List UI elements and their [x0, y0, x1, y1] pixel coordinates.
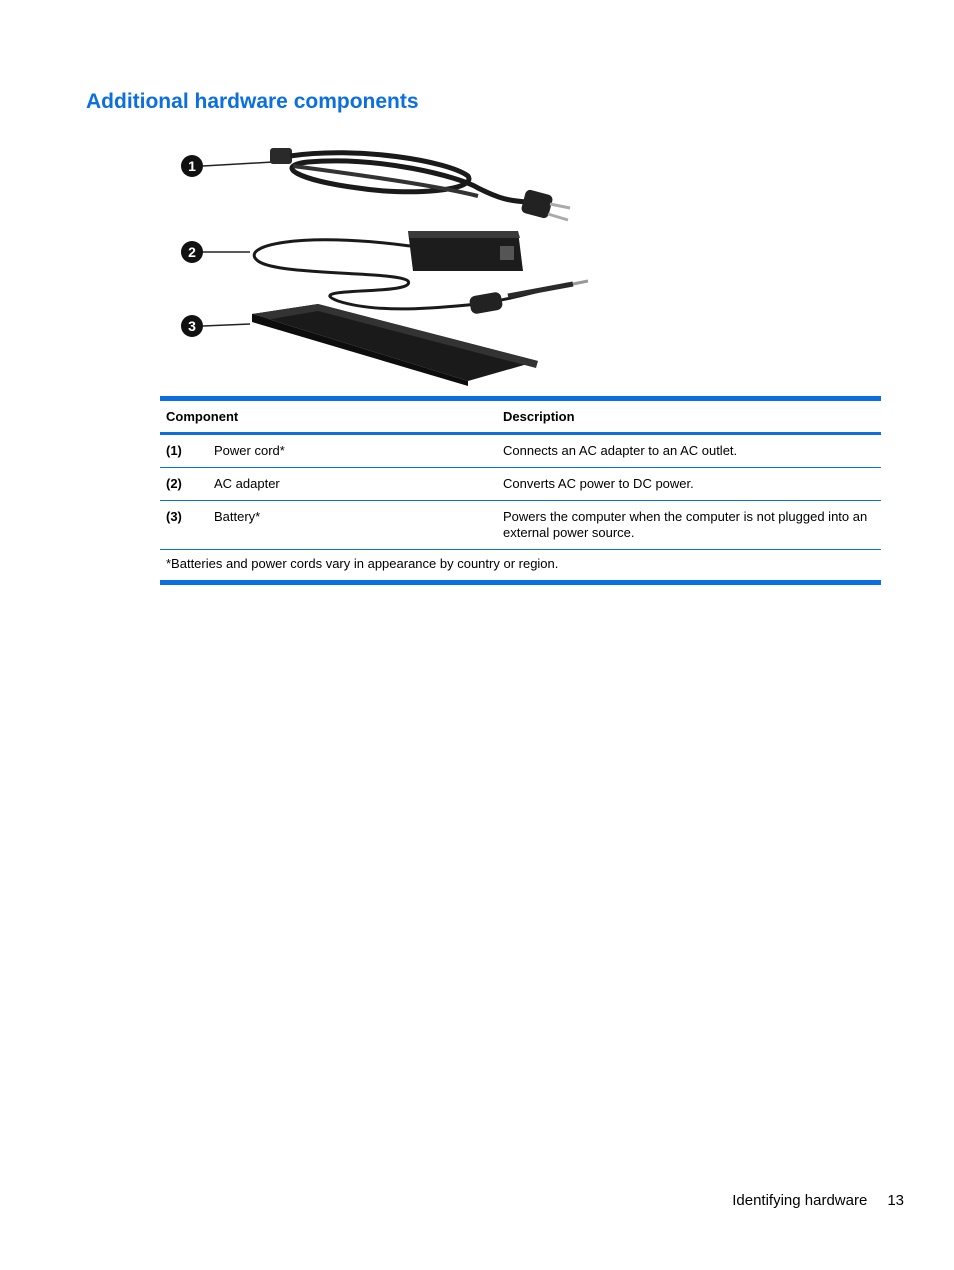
row-component-name: Battery*	[214, 509, 261, 524]
components-table	[160, 396, 881, 585]
callout-2-label: 2	[188, 244, 196, 260]
footer-section-title: Identifying hardware	[732, 1192, 868, 1209]
page-footer	[732, 1192, 904, 1209]
row-number: (3)	[166, 509, 182, 524]
callout-2	[181, 241, 250, 263]
table-row	[160, 501, 881, 550]
row-description: Converts AC power to DC power.	[503, 476, 694, 491]
row-number: (2)	[166, 476, 182, 491]
callout-1-label: 1	[188, 158, 196, 174]
ac-adapter-image	[254, 231, 588, 315]
table-header-row	[160, 401, 881, 435]
callout-1	[181, 155, 273, 177]
table-note-row	[160, 550, 881, 580]
row-description: Powers the computer when the computer is not plugged into an external power source.	[503, 509, 868, 540]
hardware-illustration	[178, 136, 618, 386]
callout-3-label: 3	[188, 318, 196, 334]
table-footnote: *Batteries and power cords vary in appearance by country or region.	[166, 556, 559, 571]
header-description: Description	[503, 409, 575, 424]
callout-3	[181, 315, 250, 337]
row-component-name: Power cord*	[214, 443, 285, 458]
table-row	[160, 468, 881, 501]
battery-image	[252, 304, 538, 386]
row-description: Connects an AC adapter to an AC outlet.	[503, 443, 738, 458]
page-title: Additional hardware components	[86, 90, 419, 113]
power-cord-image	[270, 148, 570, 220]
table-row	[160, 435, 881, 468]
page-number: 13	[887, 1192, 904, 1209]
row-component-name: AC adapter	[214, 476, 280, 491]
row-number: (1)	[166, 443, 182, 458]
header-component: Component	[166, 409, 239, 424]
